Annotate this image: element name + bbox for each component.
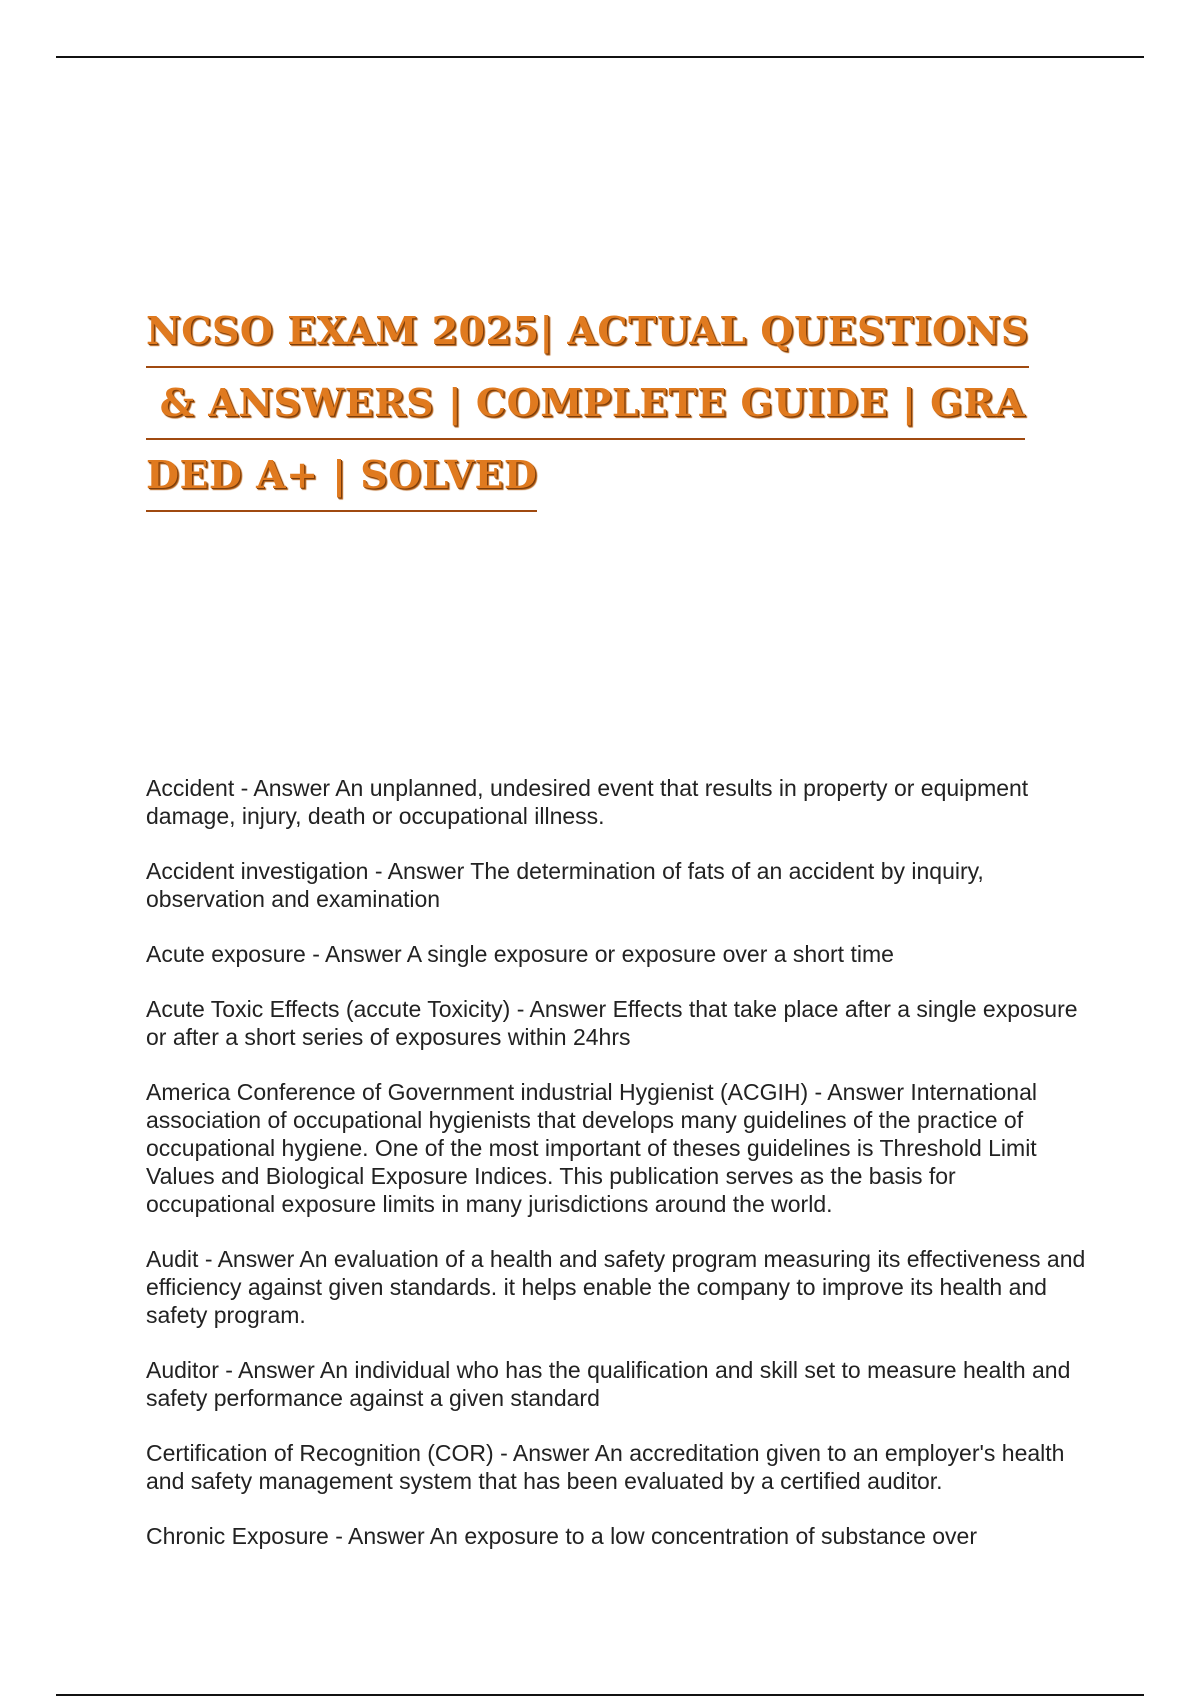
entry-acgih: America Conference of Government industrial Hygienist (ACGIH) - Answer International association of occupational hygienists that develops many guidelines of the practice of occupational hygiene. One of the most important of theses guidelines is Threshold Limit Values and Biological Exposure Indices. This publication serves as the basis for occupational exposure limits in many jurisdictions around the world. [146, 1079, 1037, 1217]
entry-chronic-exposure: Chronic Exposure - Answer An exposure to a low concentration of substance over [146, 1523, 978, 1549]
title-line-1: NCSO EXAM 2025| ACTUAL QUESTIONS [146, 296, 1029, 368]
entry-audit: Audit - Answer An evaluation of a health and safety program measuring its effectiveness and efficiency against given standards. it helps enable the company to improve its health and safety program. [146, 1246, 1086, 1328]
entry-acute-exposure: Acute exposure - Answer A single exposure or exposure over a short time [146, 941, 894, 967]
entry-accident: Accident - Answer An unplanned, undesired event that results in property or equipment damage, injury, death or occupational illness. [146, 775, 1029, 829]
entry-auditor: Auditor - Answer An individual who has the qualification and skill set to measure health and safety performance against a given standard [146, 1357, 1071, 1411]
top-divider [56, 56, 1144, 58]
entry-accident-investigation: Accident investigation - Answer The determination of fats of an accident by inquiry, observation and examination [146, 858, 984, 912]
entry-cor: Certification of Recognition (COR) - Answer An accreditation given to an employer's health and safety management system that has been evaluated by a certified auditor. [146, 1440, 1065, 1494]
entry-acute-toxic-effects: Acute Toxic Effects (accute Toxicity) - Answer Effects that take place after a single exposure or after a short series of exposures within 24hrs [146, 996, 1078, 1050]
glossary-entries [146, 774, 1086, 1577]
title-line-2: & ANSWERS | COMPLETE GUIDE | GRA [146, 368, 1025, 440]
title-line-3: DED A+ | SOLVED [146, 440, 537, 512]
bottom-divider [56, 1694, 1144, 1696]
document-title [146, 296, 1096, 512]
